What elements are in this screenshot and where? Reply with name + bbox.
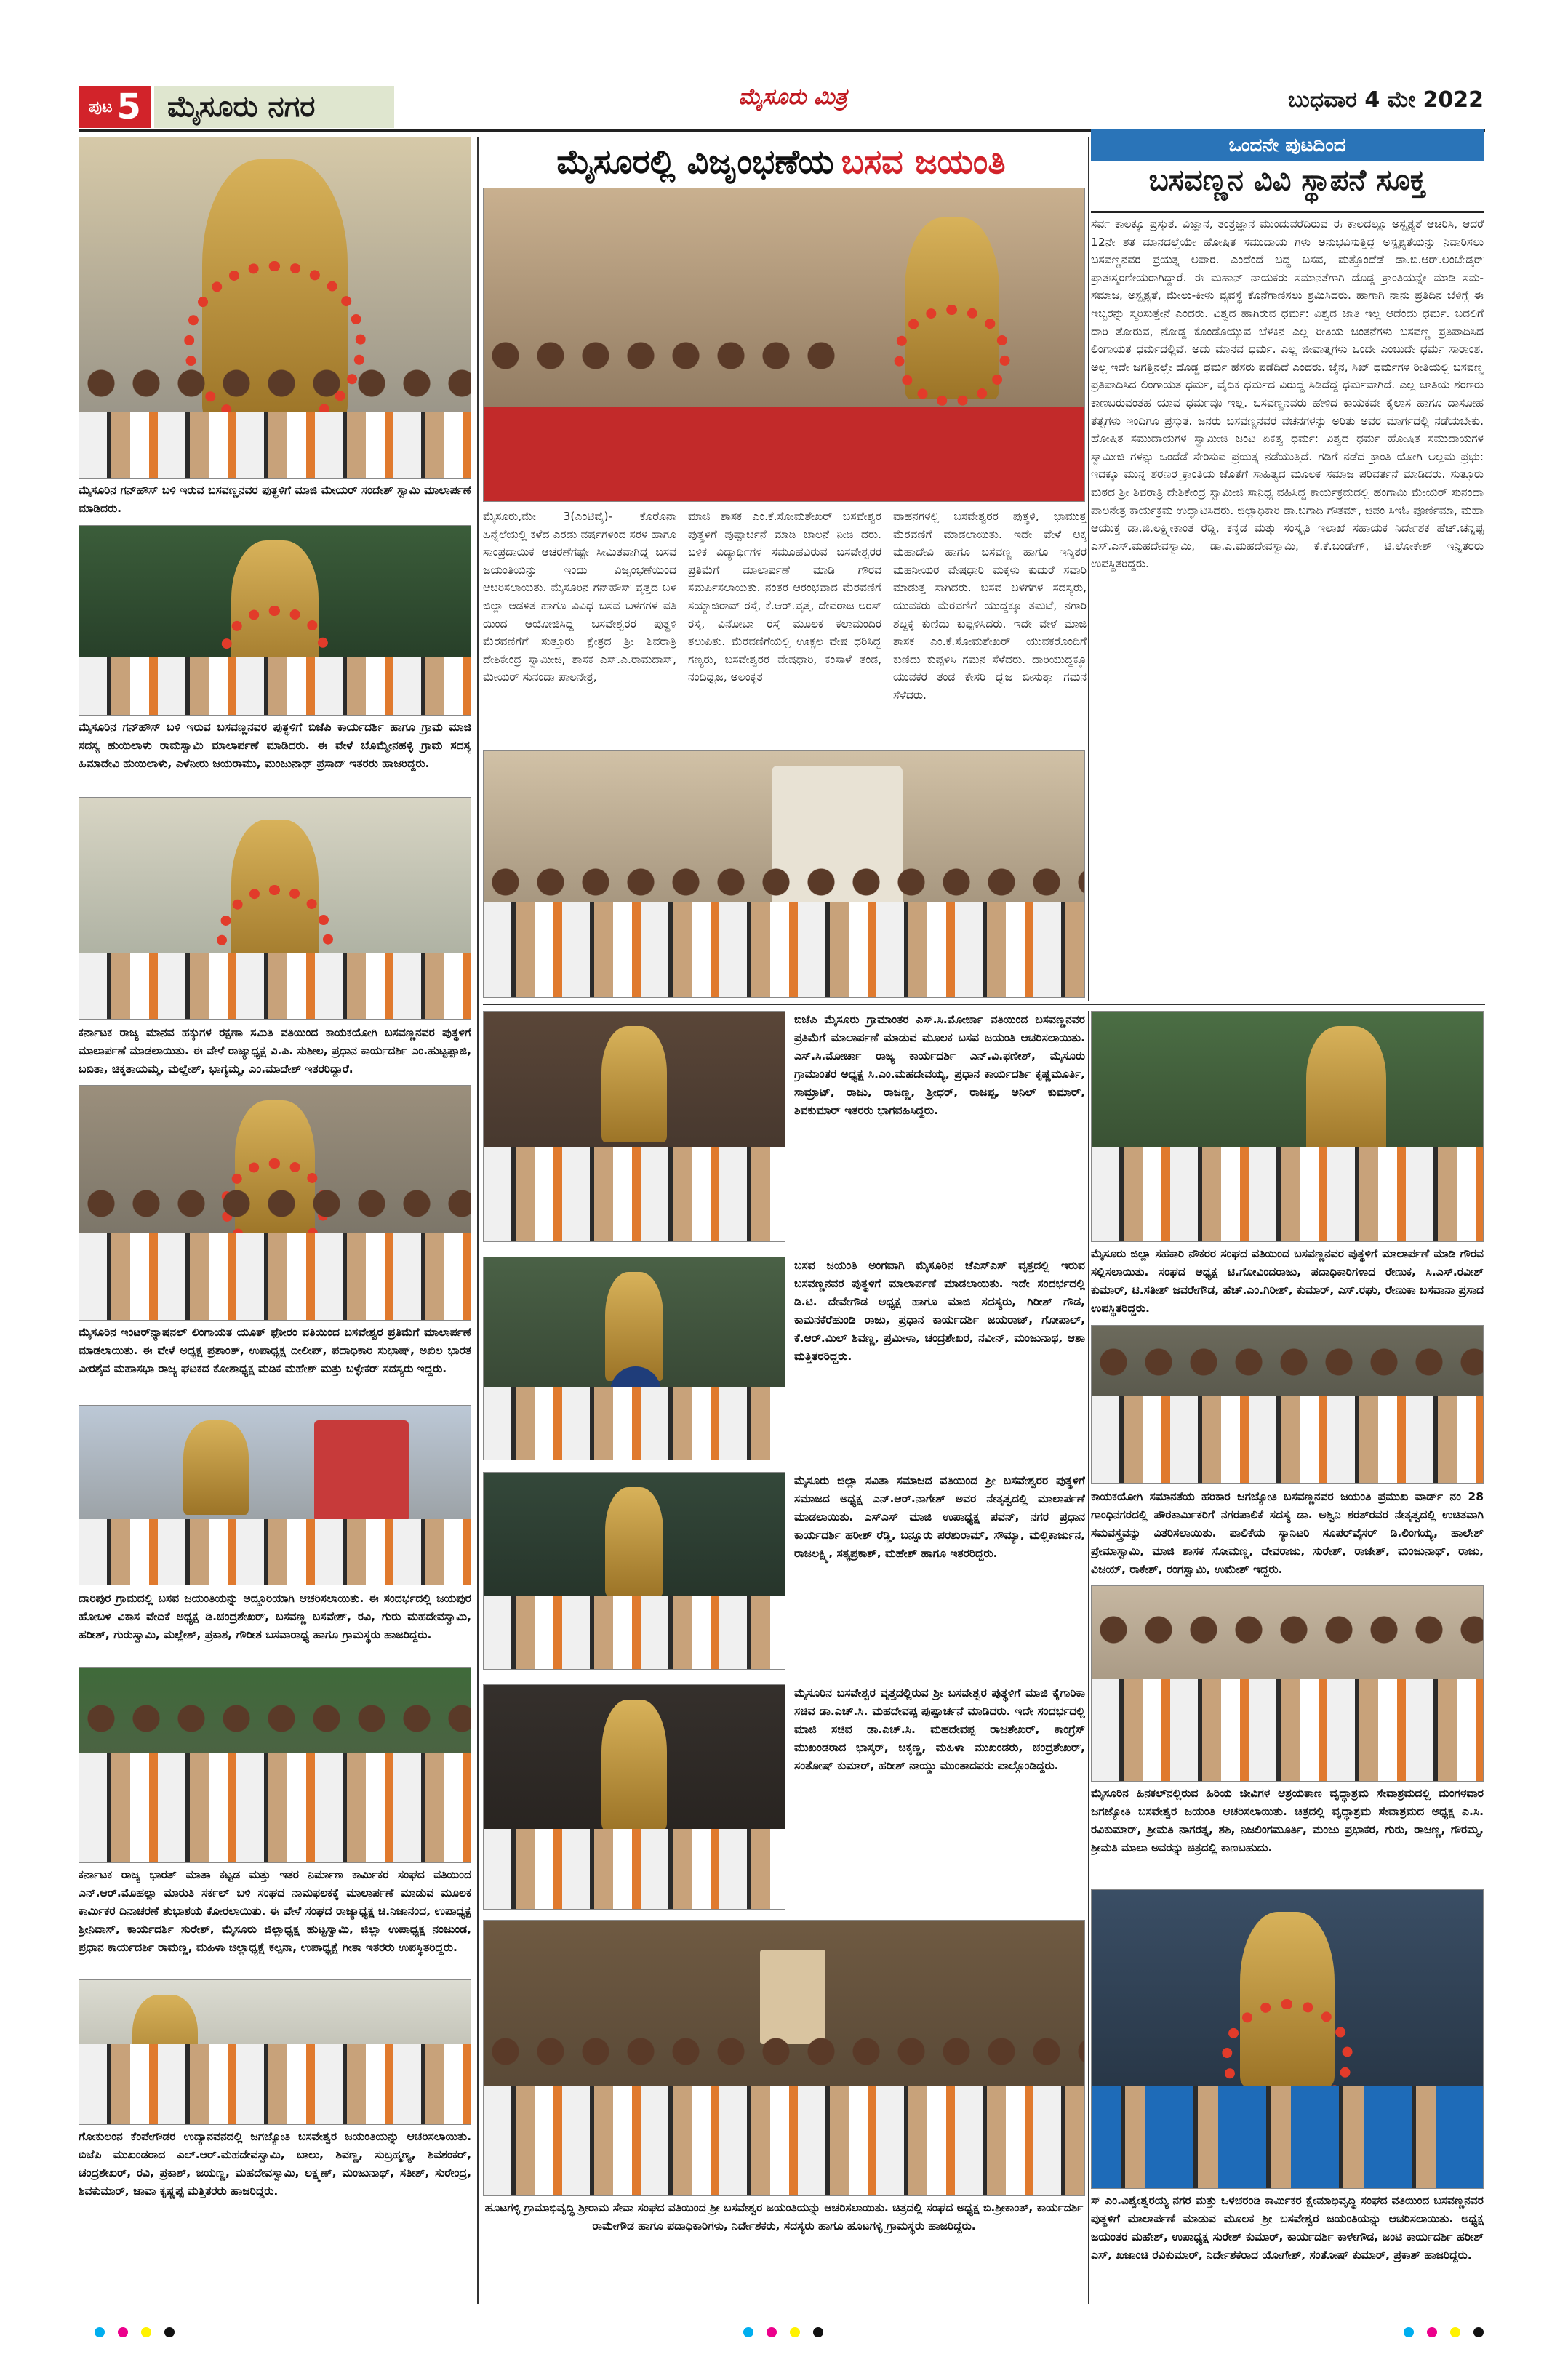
photo-chariot-group (79, 1405, 471, 1585)
page-number: 5 (116, 87, 141, 127)
continued-banner: ಒಂದನೇ ಪುಟದಿಂದ (1091, 129, 1484, 161)
photo-caption: ದಾರಿಪುರ ಗ್ರಾಮದಲ್ಲಿ ಬಸವ ಜಯಂತಿಯನ್ನು ಅದ್ದೂರಿಯಾಗಿ ಆಚರಿಸಲಾಯಿತು. ಈ ಸಂದರ್ಭದಲ್ಲಿ ಜಯಪುರ ಹೋಬಳಿ ವಿಕಾಸ ವೇದಿಕೆ ಅಧ್ಯಕ್ಷ ಡಿ.ಚಂದ್ರಶೇಖರ್, ಬಸವಣ್ಣ ಬಸವೇಶ್, ರವಿ, ಗುರು ಮಹದೇವಸ್ವಾಮಿ, ಹರೀಶ್, ಗುರುಸ್ವಾಮಿ, ಮಲ್ಲೇಶ್, ಪ್ರಕಾಶ, ಗೌರೀಶ ಬಸವಾರಾಧ್ಯ ಹಾಗೂ ಗ್ರಾಮಸ್ಥರು ಹಾಜರಿದ್ದರು. (79, 1592, 471, 1641)
photo-group-nameboard (79, 1667, 471, 1863)
photo-caption: ಮೈಸೂರಿನ ಬಸವೇಶ್ವರ ವೃತ್ತದಲ್ಲಿರುವ ಶ್ರೀ ಬಸವೇಶ್ವರ ಪುತ್ಥಳಿಗೆ ಮಾಜಿ ಕೈಗಾರಿಕಾ ಸಚಿವ ಡಾ.ಎಚ್.ಸಿ. ಮಹದೇವಪ್ಪ ಪುಷ್ಪಾರ್ಚನೆ ಮಾಡಿದರು. ಇದೇ ಸಂದರ್ಭದಲ್ಲಿ ಮಾಜಿ ಸಚಿವ ಡಾ.ಎಚ್.ಸಿ. ಮಹದೇವಪ್ಪ ರಾಜಶೇಖರ್, ಕಾಂಗ್ರೆಸ್ ಮುಖಂಡರಾದ ಭಾಸ್ಕರ್, ಚಿಕ್ಕಣ್ಣ, ಮಹಿಳಾ ಮುಖಂಡರು, ಚಂದ್ರಶೇಖರ್, ಸಂತೋಷ್ ಕುಮಾರ್, ಹರೀಶ್ ನಾಯ್ಡು ಮುಂತಾದವರು ಪಾಲ್ಗೊಂಡಿದ್ದರು. (794, 1686, 1085, 1772)
photo-caption: ಕರ್ನಾಟಕ ರಾಜ್ಯ ಮಾನವ ಹಕ್ಕುಗಳ ರಕ್ಷಣಾ ಸಮಿತಿ ವತಿಯಿಂದ ಕಾಯಕಯೋಗಿ ಬಸವಣ್ಣನವರ ಪುತ್ಥಳಿಗೆ ಮಾಲಾರ್ಪಣೆ ಮಾಡಲಾಯಿತು. ಈ ವೇಳೆ ರಾಜ್ಯಾಧ್ಯಕ್ಷ ವಿ.ಪಿ. ಸುಶೀಲ, ಪ್ರಧಾನ ಕಾರ್ಯದರ್ಶಿ ಎಂ.ಹುಟ್ಟಪ್ಪಾಜಿ, ಬಬಿತಾ, ಚಿಕ್ಕತಾಯಮ್ಮ, ಮಲ್ಲೇಶ್, ಭಾಗ್ಯಮ್ಮ, ಎಂ.ಮಾದೇಶ್ ಇತರರಿದ್ದಾರೆ. (79, 1026, 471, 1076)
print-mark-magenta (1427, 2327, 1437, 2337)
photo-park-group (79, 1979, 471, 2125)
article-column-1: ಮೈಸೂರು,ಮೇ 3(ಎಂಟಿವೈ)- ಕೊರೊನಾ ಹಿನ್ನೆಲೆಯಲ್ಲಿ ಕಳೆದ ಎರಡು ವರ್ಷಗಳಿಂದ ಸರಳ ಹಾಗೂ ಸಾಂಪ್ರದಾಯಿಕ ಆಚರಣೆಗಷ್ಟೇ ಸೀಮಿತವಾಗಿದ್ದ ಬಸವ ಜಯಂತಿಯನ್ನು ಇಂದು ವಿಜೃಂಭಣೆಯಿಂದ ಆಚರಿಸಲಾಯಿತು. ಮೈಸೂರಿನ ಗನ್‌ಹೌಸ್ ವೃತ್ತದ ಬಳಿ ಜಿಲ್ಲಾ ಆಡಳಿತ ಹಾಗೂ ವಿವಿಧ ಬಸವ ಬಳಗಗಳ ವತಿ ಯಿಂದ ಆಯೋಜಿಸಿದ್ದ ಬಸವೇಶ್ವರರ ಪುತ್ಥಳಿ ಮೆರವಣಿಗೆಗೆ ಸುತ್ತೂರು ಕ್ಷೇತ್ರದ ಶ್ರೀ ಶಿವರಾತ್ರಿ ದೇಶಿಕೇಂದ್ರ ಸ್ವಾಮೀಜಿ, ಶಾಸಕ ಎಸ್.ಎ.ರಾಮದಾಸ್, ಮೇಯರ್ ಸುನಂದಾ ಪಾಲನೇತ್ರ, (483, 510, 676, 684)
photo-caption: ಮೈಸೂರು ಜಿಲ್ಲಾ ಸಹಕಾರಿ ನೌಕರರ ಸಂಘದ ವತಿಯಿಂದ ಬಸವಣ್ಣನವರ ಪುತ್ಥಳಿಗೆ ಮಾಲಾರ್ಪಣೆ ಮಾಡಿ ಗೌರವ ಸಲ್ಲಿಸಲಾಯಿತು. ಸಂಘದ ಅಧ್ಯಕ್ಷ ಟಿ.ಗೋವಿಂದರಾಜು, ಪದಾಧಿಕಾರಿಗಳಾದ ರೇಣುಕ, ಸಿ.ಎಸ್.ರವೀಶ್ ಕುಮಾರ್, ಟಿ.ಸತೀಶ್ ಜವರೇಗೌಡ, ಹೆಚ್.ಎಂ.ಗಿರೀಶ್, ಕುಮಾರ್, ಎಸ್.ರಘು, ರೇಣುಕಾ ಬಸವಾನಾ ಪ್ರಸಾದ ಉಪಸ್ಥಿತರಿದ್ದರು. (1091, 1247, 1484, 1315)
print-mark-magenta (767, 2327, 777, 2337)
print-mark-black (813, 2327, 823, 2337)
photo-statue-group (79, 525, 471, 716)
print-mark-black (1473, 2327, 1484, 2337)
page-number-badge (79, 86, 151, 128)
print-mark-cyan (1404, 2327, 1414, 2337)
print-color-marks (95, 2327, 175, 2337)
main-headline-highlight: ಬಸವ ಜಯಂತಿ (841, 142, 1006, 181)
photo-basaveshwara-circle (483, 1684, 785, 1910)
photo-drainage-workers (1091, 1889, 1484, 2189)
photo-statue-garland (79, 137, 471, 479)
section-rule (483, 1004, 1485, 1005)
print-mark-magenta (118, 2327, 128, 2337)
photo-bjp-group (483, 1011, 785, 1242)
article-column-3: ವಾಹನಗಳಲ್ಲಿ ಬಸವೇಶ್ವರರ ಪುತ್ಥಳಿ, ಭಾಮುತ್ತ ಮೆರವಣಿಗೆ ಮಾಡಲಾಯಿತು. ಇದೇ ವೇಳೆ ಅಕ್ಕ ಮಹಾದೇವಿ ಹಾಗೂ ಬಸವಣ್ಣ ಹಾಗೂ ಇನ್ನಿತರ ಮಹನೀಯರ ವೇಷಧಾರಿ ಮಕ್ಕಳು ಕುದುರೆ ಸವಾರಿ ಮಾಡುತ್ತ ಸಾಗಿದರು. ಬಸವ ಬಳಗಗಳ ಸದಸ್ಯರು, ಯುವಕರು ಮೆರವಣಿಗೆ ಯುದ್ದಕ್ಕೂ ತಮಟೆ, ನಗಾರಿ ಶಬ್ದಕ್ಕೆ ಕುಣಿದು ಕುಪ್ಪಳಿಸಿದರು. ಇದೇ ವೇಳೆ ಮಾಜಿ ಶಾಸಕ ಎಂ.ಕೆ.ಸೋಮಶೇಖರ್ ಯುವಕರೊಂದಿಗೆ ಕುಣಿದು ಕುಪ್ಪಳಿಸಿ ಗಮನ ಸೆಳೆದರು. ದಾರಿಯುದ್ದಕ್ಕೂ ಯುವಕರ ತಂಡ ಕೇಸರಿ ಧ್ವಜ ಬೀಸುತ್ತಾ ಗಮನ ಸೆಳೆದರು. (893, 510, 1087, 702)
photo-caption: ಮೈಸೂರಿನ ಹಿನಕಲ್‌ನಲ್ಲಿರುವ ಹಿರಿಯ ಜೀವಿಗಳ ಆಶ್ರಯತಾಣ ವೃದ್ಧಾಶ್ರಮ ಸೇವಾಶ್ರಮದಲ್ಲಿ ಮಂಗಳವಾರ ಜಗಜ್ಯೋತಿ ಬಸವೇಶ್ವರ ಜಯಂತಿ ಆಚರಿಸಲಾಯಿತು. ಚಿತ್ರದಲ್ಲಿ ವೃದ್ಧಾಶ್ರಮ ಸೇವಾಶ್ರಮದ ಅಧ್ಯಕ್ಷ ಎ.ಸಿ. ರವಿಕುಮಾರ್, ಶ್ರೀಮತಿ ನಾಗರತ್ನ, ಶಶಿ, ನಿಜಲಿಂಗಮೂರ್ತಿ, ಮಂಜು ಪ್ರಭಾಕರ, ಗುರು, ರಾಜಣ್ಣ, ಗೌರಮ್ಮ, ಶ್ರೀಮತಿ ಮಾಲಾ ಅವರನ್ನು ಚಿತ್ರದಲ್ಲಿ ಕಾಣಬಹುದು. (1091, 1787, 1484, 1854)
article-column-2: ಮಾಜಿ ಶಾಸಕ ಎಂ.ಕೆ.ಸೋಮಶೇಖರ್ ಬಸವೇಶ್ವರ ಪುತ್ಥಳಿಗೆ ಪುಷ್ಪಾರ್ಚನೆ ಮಾಡಿ ಚಾಲನೆ ನೀಡಿ ದರು. ಬಳಿಕ ವಿದ್ಯಾರ್ಥಿಗಳ ಸಮೂಹವಿರುವ ಬಸವೇಶ್ವರರ ಪ್ರತಿಮೆಗೆ ಮಾಲಾರ್ಪಣೆ ಮಾಡಿ ಗೌರವ ಸಮರ್ಪಿಸಲಾಯಿತು. ನಂತರ ಆರಂಭವಾದ ಮೆರವಣಿಗೆ ಸಯ್ಯಾಜಿರಾವ್ ರಸ್ತೆ, ಕೆ.ಆರ್.ವೃತ್ತ, ದೇವರಾಜ ಅರಸ್ ರಸ್ತೆ, ವಿನೋಬಾ ರಸ್ತೆ ಮೂಲಕ ಕಲಾಮಂದಿರ ತಲುಪಿತು. ಮೆರವಣಿಗೆಯಲ್ಲಿ ಊಕ್ಸಲ ವೇಷ ಧರಿಸಿದ್ದ ಗಣ್ಯರು, ಬಸವೇಶ್ವರರ ವೇಷಧಾರಿ, ಕಂಸಾಳೆ ತಂಡ, ನಂದಿಧ್ವಜ, ಅಲಂಕೃತ (688, 510, 881, 684)
continued-headline: ಬಸವಣ್ಣನ ವಿವಿ ಸ್ಥಾಪನೆ ಸೂಕ್ತ (1148, 164, 1426, 197)
photo-caption: ಬಿಜೆಪಿ ಮೈಸೂರು ಗ್ರಾಮಾಂತರ ಎಸ್.ಸಿ.ಮೋರ್ಚಾ ವತಿಯಿಂದ ಬಸವಣ್ಣನವರ ಪ್ರತಿಮೆಗೆ ಮಾಲಾರ್ಪಣೆ ಮಾಡುವ ಮೂಲಕ ಬಸವ ಜಯಂತಿ ಆಚರಿಸಲಾಯಿತು. ಎಸ್.ಸಿ.ಮೋರ್ಚಾ ರಾಜ್ಯ ಕಾರ್ಯದರ್ಶಿ ಎನ್.ವಿ.ಫಣೀಶ್, ಮೈಸೂರು ಗ್ರಾಮಾಂತರ ಅಧ್ಯಕ್ಷ ಸಿ.ಎಂ.ಮಹದೇವಯ್ಯ, ಪ್ರಧಾನ ಕಾರ್ಯದರ್ಶಿ ಕೃಷ್ಣಮೂರ್ತಿ, ಸಾಮ್ರಾಟ್, ರಾಜು, ರಾಜಣ್ಣ, ಶ್ರೀಧರ್, ರಾಜಪ್ಪ, ಅನಿಲ್ ಕುಮಾರ್, ಶಿವಕುಮಾರ್ ಇತರರು ಭಾಗವಹಿಸಿದ್ದರು. (794, 1013, 1085, 1117)
column-rule (1088, 1011, 1089, 2304)
photo-caption: ಮೈಸೂರಿನ ಗನ್‌ಹೌಸ್ ಬಳಿ ಇರುವ ಬಸವಣ್ಣನವರ ಪುತ್ಥಳಿಗೆ ಮಾಜಿ ಮೇಯರ್ ಸಂದೇಶ್ ಸ್ವಾಮಿ ಮಾಲಾರ್ಪಣೆ ಮಾಡಿದರು. (79, 484, 471, 515)
photo-savitha-samaja (483, 1472, 785, 1670)
photo-swamiji-procession (483, 188, 1085, 502)
photo-caption: ಕಾಯಕಯೋಗಿ ಸಮಾನತೆಯ ಹರಿಕಾರ ಜಗಜ್ಯೋತಿ ಬಸವಣ್ಣನವರ ಜಯಂತಿ ಪ್ರಮುಖ ವಾರ್ಡ್ ನಂ 28 ಗಾಂಧಿನಗರದಲ್ಲಿ ಪೌರಕಾರ್ಮಿಕರಿಗೆ ನಗರಪಾಲಿಕೆ ಸದಸ್ಯ ಡಾ. ಅಶ್ವಿನಿ ಶರತ್‌ರವರ ನೇತೃತ್ವದಲ್ಲಿ ಉಚಿತವಾಗಿ ಸಮವಸ್ತ್ರವನ್ನು ವಿತರಿಸಲಾಯಿತು. ಪಾಲಿಕೆಯ ಸ್ಯಾನಿಟರಿ ಸೂಪರ್‌ವೈಸರ್ ಡಿ.ಲಿಂಗಯ್ಯ, ಹಾಲೇಶ್ ಪ್ರೇಮಾಸ್ವಾಮಿ, ಮಾಜಿ ಶಾಸಕ ಸೋಮಣ್ಣ, ದೇವರಾಜು, ಸುರೇಶ್, ರಾಜೇಶ್, ಮಂಜುನಾಥ್, ರಾಜು, ವಿಜಯ್, ರಾಕೇಶ್, ರಂಗಸ್ವಾಮಿ, ಉಮೇಶ್ ಇದ್ದರು. (1091, 1490, 1484, 1576)
main-headline (483, 138, 1079, 186)
photo-old-age-home (1091, 1585, 1484, 1782)
section-title: ಮೈಸೂರು ನಗರ (154, 86, 394, 128)
photo-caption: ಕರ್ನಾಟಕ ರಾಜ್ಯ ಭಾರತ್ ಮಾತಾ ಕಟ್ಟಡ ಮತ್ತು ಇತರ ನಿರ್ಮಾಣ ಕಾರ್ಮಿಕರ ಸಂಘದ ವತಿಯಿಂದ ಎನ್.ಆರ್.ಮೊಹಲ್ಲಾ ಮಾರುತಿ ಸರ್ಕಲ್ ಬಳಿ ಸಂಘದ ನಾಮಫಲಕಕ್ಕೆ ಮಾಲಾರ್ಪಣೆ ಮಾಡುವ ಮೂಲಕ ಕಾರ್ಮಿಕರ ದಿನಾಚರಣೆ ಶುಭಾಶಯ ಕೋರಲಾಯಿತು. ಈ ವೇಳೆ ಸಂಘದ ರಾಜ್ಯಾಧ್ಯಕ್ಷ ಚಿ.ನಿಜಾನಂದ, ಉಪಾಧ್ಯಕ್ಷ ಶ್ರೀನಿವಾಸ್, ಕಾರ್ಯದರ್ಶಿ ಸುರೇಶ್, ಮೈಸೂರು ಜಿಲ್ಲಾಧ್ಯಕ್ಷ ಹುಟ್ಟಸ್ವಾಮಿ, ಜಿಲ್ಲಾ ಉಪಾಧ್ಯಕ್ಷ ನಂಜುಂಡ, ಪ್ರಧಾನ ಕಾರ್ಯದರ್ಶಿ ರಾಮಣ್ಣ, ಮಹಿಳಾ ಜಿಲ್ಲಾಧ್ಯಕ್ಷೆ ಕಲ್ಪನಾ, ಉಪಾಧ್ಯಕ್ಷೆ ಗೀತಾ ಇತರರು ಉಪಸ್ಥಿತರಿದ್ದರು. (79, 1868, 471, 1954)
print-mark-cyan (743, 2327, 753, 2337)
issue-date: ಬುಧವಾರ 4 ಮೇ 2022 (1287, 87, 1484, 113)
photo-caption: ಮೈಸೂರು ಜಿಲ್ಲಾ ಸವಿತಾ ಸಮಾಜದ ವತಿಯಿಂದ ಶ್ರೀ ಬಸವೇಶ್ವರರ ಪುತ್ಥಳಿಗೆ ಸಮಾಜದ ಅಧ್ಯಕ್ಷ ಎನ್.ಆರ್.ನಾಗೇಶ್ ಅವರ ನೇತೃತ್ವದಲ್ಲಿ ಮಾಲಾರ್ಪಣೆ ಮಾಡಲಾಯಿತು. ಎಸ್‌ಎಸ್ ಮಾಜಿ ಉಪಾಧ್ಯಕ್ಷ ಪವನ್, ನಗರ ಪ್ರಧಾನ ಕಾರ್ಯದರ್ಶಿ ಹರೀಶ್ ರೆಡ್ಡಿ, ಬನ್ನೂರು ಪರಶುರಾಮ್, ಸೌಮ್ಯಾ, ಮಲ್ಲಿಕಾರ್ಜುನ, ರಾಜಲಕ್ಷ್ಮಿ, ಸತ್ಯಪ್ರಕಾಶ್, ಮಹೇಶ್ ಹಾಗೂ ಇತರರಿದ್ದರು. (794, 1474, 1085, 1560)
photo-caption: ಸ್ ಎಂ.ವಿಶ್ವೇಶ್ವರಯ್ಯ ನಗರ ಮತ್ತು ಒಳಚರಂಡಿ ಕಾರ್ಮಿಕರ ಕ್ಷೇಮಾಭಿವೃದ್ಧಿ ಸಂಘದ ವತಿಯಿಂದ ಬಸವಣ್ಣನವರ ಪುತ್ಥಳಿಗೆ ಮಾಲಾರ್ಪಣೆ ಮಾಡುವ ಮೂಲಕ ಶ್ರೀ ಬಸವೇಶ್ವರ ಜಯಂತಿಯನ್ನು ಆಚರಿಸಲಾಯಿತು. ಅಧ್ಯಕ್ಷ ಜಯಂತರ ಮಹೇಶ್, ಉಪಾಧ್ಯಕ್ಷ ಸುರೇಶ್ ಕುಮಾರ್, ಕಾರ್ಯದರ್ಶಿ ಕಾಳೇಗೌಡ, ಜಂಟಿ ಕಾರ್ಯದರ್ಶಿ ಹರೀಶ್ ಎಸ್, ಖಜಾಂಚಿ ರವಿಕುಮಾರ್, ನಿರ್ದೇಶಕರಾದ ಯೋಗೇಶ್, ಸಂತೋಷ್ ಕುಮಾರ್, ಪ್ರಕಾಶ್ ಹಾಜರಿದ್ದರು. (1091, 2194, 1484, 2262)
column-rule (1088, 137, 1089, 1001)
photo-cooperative-staff (1091, 1011, 1484, 1242)
print-mark-yellow (790, 2327, 800, 2337)
photo-statue-group (79, 1085, 471, 1321)
photo-lions-club (483, 1257, 785, 1460)
photo-procession-costumes (483, 750, 1085, 998)
page-word: ಪುಟ (89, 97, 113, 116)
photo-sri-rama-seva-sangha (483, 1920, 1085, 2196)
print-color-marks (1404, 2327, 1484, 2337)
main-headline-text: ಮೈಸೂರಲ್ಲಿ ವಿಜೃಂಭಣೆಯ (556, 142, 834, 181)
photo-caption: ಹೂಟಗಳ್ಳಿ ಗ್ರಾಮಾಭಿವೃದ್ಧಿ ಶ್ರೀರಾಮ ಸೇವಾ ಸಂಘದ ವತಿಯಿಂದ ಶ್ರೀ ಬಸವೇಶ್ವರ ಜಯಂತಿಯನ್ನು ಆಚರಿಸಲಾಯಿತು. ಚಿತ್ರದಲ್ಲಿ ಸಂಘದ ಅಧ್ಯಕ್ಷ ಬಿ.ಶ್ರೀಕಾಂತ್, ಕಾರ್ಯದರ್ಶಿ ರಾಮೇಗೌಡ ಹಾಗೂ ಪದಾಧಿಕಾರಿಗಳು, ನಿರ್ದೇಶಕರು, ಸದಸ್ಯರು ಹಾಗೂ ಹೂಟಗಳ್ಳಿ ಗ್ರಾಮಸ್ಥರು ಹಾಜರಿದ್ದರು. (484, 2201, 1084, 2233)
print-mark-yellow (1450, 2327, 1460, 2337)
print-mark-black (164, 2327, 175, 2337)
masthead: ಮೈಸೂರು ಮಿತ್ರ (738, 84, 847, 110)
column-rule (477, 137, 479, 2304)
photo-caption: ಬಸವ ಜಯಂತಿ ಅಂಗವಾಗಿ ಮೈಸೂರಿನ ಜೆಎಸ್‌ಎಸ್ ವೃತ್ತದಲ್ಲಿ ಇರುವ ಬಸವಣ್ಣನವರ ಪುತ್ಥಳಿಗೆ ಮಾಲಾರ್ಪಣೆ ಮಾಡಲಾಯಿತು. ಇದೇ ಸಂದರ್ಭದಲ್ಲಿ ಡಿ.ಟಿ. ದೇವೇಗೌಡ ಅಧ್ಯಕ್ಷ ಹಾಗೂ ಮಾಜಿ ಸದಸ್ಯರು, ಗಿರೀಶ್ ಗೌಡ, ಕಾಮನಕೆರೆಹುಂಡಿ ರಾಜು, ಪ್ರಧಾನ ಕಾರ್ಯದರ್ಶಿ ಜಯರಾಜ್, ಗೋಪಾಲ್, ಕೆ.ಆರ್.ಮಿಲ್ ಶಿವಣ್ಣ, ಪ್ರಮೀಳಾ, ಚಂದ್ರಶೇಖರ, ನವೀನ್, ಮಂಜುನಾಥ, ಆಶಾ ಮತ್ತಿತರರಿದ್ದರು. (794, 1259, 1085, 1363)
print-mark-yellow (141, 2327, 151, 2337)
photo-caption: ಗೋಕುಲಂನ ಕೆಂಪೇಗೌಡರ ಉದ್ಯಾನವನದಲ್ಲಿ ಜಗಜ್ಯೋತಿ ಬಸವೇಶ್ವರ ಜಯಂತಿಯನ್ನು ಆಚರಿಸಲಾಯಿತು. ಬಿಜೆಪಿ ಮುಖಂಡರಾದ ಎಲ್.ಆರ್.ಮಹದೇವಸ್ವಾಮಿ, ಬಾಲು, ಶಿವಣ್ಣ, ಸುಬ್ರಹ್ಮಣ್ಯ, ಶಿವಶಂಕರ್, ಚಂದ್ರಶೇಖರ್, ರವಿ, ಪ್ರಕಾಶ್, ಜಯಣ್ಣ, ಮಹದೇವಸ್ವಾಮಿ, ಲಕ್ಷ್ಮಣ್, ಮಂಜುನಾಥ್, ಸತೀಶ್, ಸುರೇಂದ್ರ, ಶಿವಕುಮಾರ್, ಜಾವಾ ಕೃಷ್ಣಪ್ಪ ಮತ್ತಿತರರು ಹಾಜರಿದ್ದರು. (79, 2130, 471, 2198)
photo-statue-group (79, 797, 471, 1020)
photo-uniform-distribution (1091, 1325, 1484, 1484)
print-color-marks (743, 2327, 823, 2337)
photo-caption: ಮೈಸೂರಿನ ಇಂಟರ್‌ನ್ಯಾಷನಲ್ ಲಿಂಗಾಯತ ಯೂತ್ ಫೋರಂ ವತಿಯಿಂದ ಬಸವೇಶ್ವರ ಪ್ರತಿಮೆಗೆ ಮಾಲಾರ್ಪಣೆ ಮಾಡಲಾಯಿತು. ಈ ವೇಳೆ ಅಧ್ಯಕ್ಷ ಪ್ರಶಾಂತ್, ಉಪಾಧ್ಯಕ್ಷ ದೀಲೀಪ್, ಪದಾಧಿಕಾರಿ ಸುಭಾಷ್, ಅಖಿಲ ಭಾರತ ವೀರಶೈವ ಮಹಾಸಭಾ ರಾಜ್ಯ ಘಟಕದ ಕೋಶಾಧ್ಯಕ್ಷ ಮಡಿಕ ಮಹೇಶ್ ಮತ್ತು ಬಳ್ಳೇಕರ್ ಸದಸ್ಯರು ಇದ್ದರು. (79, 1326, 471, 1375)
continued-article-body: ಸರ್ವ ಕಾಲಕ್ಕೂ ಪ್ರಸ್ತುತ. ವಿಜ್ಞಾನ, ತಂತ್ರಜ್ಞಾನ ಮುಂದುವರೆದಿರುವ ಈ ಕಾಲದಲ್ಲೂ ಅಸ್ಪೃಶ್ಯತೆ ಆಚರಿಸಿ, ಆದರೆ 12ನೇ ಶತ ಮಾನದಲ್ಲೆಯೇ ಹೋಷಿತ ಸಮುದಾಯ ಗಳು ಅನುಭವಿಸುತ್ತಿದ್ದ ಅಸ್ಪೃಶ್ಯತೆಯನ್ನು ನಿವಾರಿಸಲು ಬಸವಣ್ಣನವರ ಪ್ರಯತ್ನ ಅಪಾರ. ಎಂದೆಂದೆ ಬದ್ಧ ಬಸವ, ಮತ್ತೊಂದೆಡೆ ಡಾ.ಬಿ.ಆರ್.ಅಂಬೇಡ್ಕರ್ ಪ್ರಾತಃಸ್ಮರಣೀಯರಾಗಿದ್ದಾರೆ. ಈ ಮಹಾನ್ ನಾಯಕರು ಸಮಾನತೆಗಾಗಿ ದೊಡ್ಡ ಕ್ರಾಂತಿಯನ್ನೇ ಮಾಡಿ ಸಮ-ಸಮಾಜ, ಅಸ್ಪೃಶ್ಯತೆ, ಮೇಲು-ಕೀಳು ವ್ಯವಸ್ಥೆ ಕೊನೆಗಾಣಿಸಲು ಶ್ರಮಿಸಿದರು. ಹಾಗಾಗಿ ನಾನು ಪ್ರತಿದಿನ ಬೆಳಿಗ್ಗೆ ಈ ಇಬ್ಬರನ್ನು ಸ್ಮರಿಸುತ್ತೇನೆ ಎಂದರು. ವಿಶ್ವದ ಹಾಗಿರುವ ಧರ್ಮ: ವಿಶ್ವದ ಜಾತಿ ಇಲ್ಲ ಆದೆಂದು ಧರ್ಮ. ಬದಲಿಗೆ ದಾರಿ ತೋರುವ, ನೋಡ್ದ ಕೊಂಡೊಯ್ಯುವ ಬೆಳಕಿನ ಎಲ್ಲ ರೀತಿಯ ಚಿಂತನೆಗಳು ಬಸವಣ್ಣ ಪ್ರತಿಪಾದಿಸಿದ ಲಿಂಗಾಯತ ಧರ್ಮದಲ್ಲಿವೆ. ಅದು ಮಾನವ ಧರ್ಮ. ಎಲ್ಲ ಜೀವಾತ್ಮಗಳು ಒಂದೇ ಎಂಬುದೇ ಧರ್ಮ ಸಾರಾಂಶ. ಅಲ್ಲ ಇದೇ ಜಗತ್ತಿನಲ್ಲೇ ದೊಡ್ಡ ಧರ್ಮ ಹೆಸರು ಪಡೆದಿದೆ ಎಂದರು. ಜೈನ, ಸಿಖ್ ಧರ್ಮಗಳ ರೀತಿಯಲ್ಲಿ ಬಸವಣ್ಣ ಪ್ರತಿಪಾದಿಸಿದ ಲಿಂಗಾಯತ ಧರ್ಮ, ವೈದಿಕ ಧರ್ಮದ ವಿರುದ್ಧ ಸಿಡಿದೆದ್ದ ಧರ್ಮವಾಗಿದೆ. ಎಲ್ಲ ಜಾತಿಯ ಶರಣರು ಕಾಣಬರುವಂತಹ ಯಾವ ಧರ್ಮವೂ ಇಲ್ಲ. ಬಸವಣ್ಣನವರು ಹೇಳಿದ ಕಾಯಕವೇ ಕೈಲಾಸ ಹಾಗೂ ದಾಸೋಹ ತತ್ವಗಳು ಇಂದಿಗೂ ಪ್ರಸ್ತುತ. ಜನರು ಬಸವಣ್ಣನವರ ವಚನಗಳನ್ನು ಅರಿತು ಅವರ ಮಾರ್ಗದಲ್ಲಿ ನಡೆಯಬೇಕು. ಹೋಷಿತ ಸಮುದಾಯಗಳ ಸ್ವಾಮೀಜಿ ಜಂಟಿ ಏಕತ್ವ ಧರ್ಮ: ವಿಶ್ವದ ಧರ್ಮ ಹೋಷಿತ ಸಮುದಾಯಗಳ ಸ್ವಾಮೀಜಿ ಗಳನ್ನು ಒಂದೆಡೆ ಸೇರಿಸುವ ಪ್ರಯತ್ನ ನಡೆಯುತ್ತಿದೆ. ಗಡಿಗೆ ನಡೆದ ಕ್ರಾಂತಿ ಯೋಗಿ ಅಲ್ಲಮ ಪ್ರಭು: ಇದಕ್ಕೂ ಮುನ್ನ ಶರಣರ ಕ್ರಾಂತಿಯ ಜೊತೆಗೆ ಸಾಹಿತ್ಯದ ಮೂಲಕ ಸಮಾಜ ಪರಿವರ್ತನೆ ಮಾಡಿದರು. ಸುತ್ತೂರು ಮಠದ ಶ್ರೀ ಶಿವರಾತ್ರಿ ದೇಶಿಕೇಂದ್ರ ಸ್ವಾಮೀಜಿ ಸಾನಿಧ್ಯ ವಹಿಸಿದ್ದ ಕಾರ್ಯಕ್ರಮದಲ್ಲಿ ಹಂಗಾಮಿ ಮೇಯರ್ ಸುನಂದಾ ಪಾಲನೇತ್ರ ಕಾರ್ಯಕ್ರಮ ಉದ್ಘಾಟಿಸಿದರು. ಜಿಲ್ಲಾಧಿಕಾರಿ ಡಾ.ಬಗಾದಿ ಗೌತಮ್, ಜಿಪಂ ಸಿಇಓ ಪೂರ್ಣಿಮಾ, ಮಹಾ ಆಯುಕ್ತ ಡಾ.ಜಿ.ಲಕ್ಷ್ಮೀಕಾಂತ ರೆಡ್ಡಿ, ಕನ್ನಡ ಮತ್ತು ಸಂಸ್ಕೃತಿ ಇಲಾಖೆ ಸಹಾಯಕ ನಿರ್ದೇಶಕ ಹೆಚ್.ಚನ್ನಪ್ಪ ಎಸ್.ಎಸ್.ಮಹದೇವಸ್ವಾಮಿ, ಡಾ.ಎ.ಮಹದೇವಸ್ವಾಮಿ, ಕೆ.ಕೆ.ಬಂಡೇಗ್, ಟಿ.ಲೋಕೇಶ್ ಇನ್ನಿತರರು ಉಪಸ್ಥಿತರಿದ್ದರು. (1091, 217, 1484, 571)
headline-rule (1091, 211, 1484, 213)
print-mark-cyan (95, 2327, 105, 2337)
photo-caption: ಮೈಸೂರಿನ ಗನ್‌ಹೌಸ್ ಬಳಿ ಇರುವ ಬಸವಣ್ಣನವರ ಪುತ್ಥಳಿಗೆ ಬಿಜೆಪಿ ಕಾರ್ಯದರ್ಶಿ ಹಾಗೂ ಗ್ರಾಮ ಮಾಜಿ ಸದಸ್ಯ ಹುಯಿಲಾಳು ರಾಮಸ್ವಾಮಿ ಮಾಲಾರ್ಪಣೆ ಮಾಡಿದರು. ಈ ವೇಳೆ ಬೊಮ್ಮೇನಹಳ್ಳಿ ಗ್ರಾಮ ಸದಸ್ಯ ಹಿಮಾದೇವಿ ಹುಯಿಲಾಳು, ಎಳೆನೀರು ಜಯರಾಮು, ಮಂಜುನಾಥ್ ಪ್ರಸಾದ್ ಇತರರು ಹಾಜರಿದ್ದರು. (79, 721, 471, 770)
